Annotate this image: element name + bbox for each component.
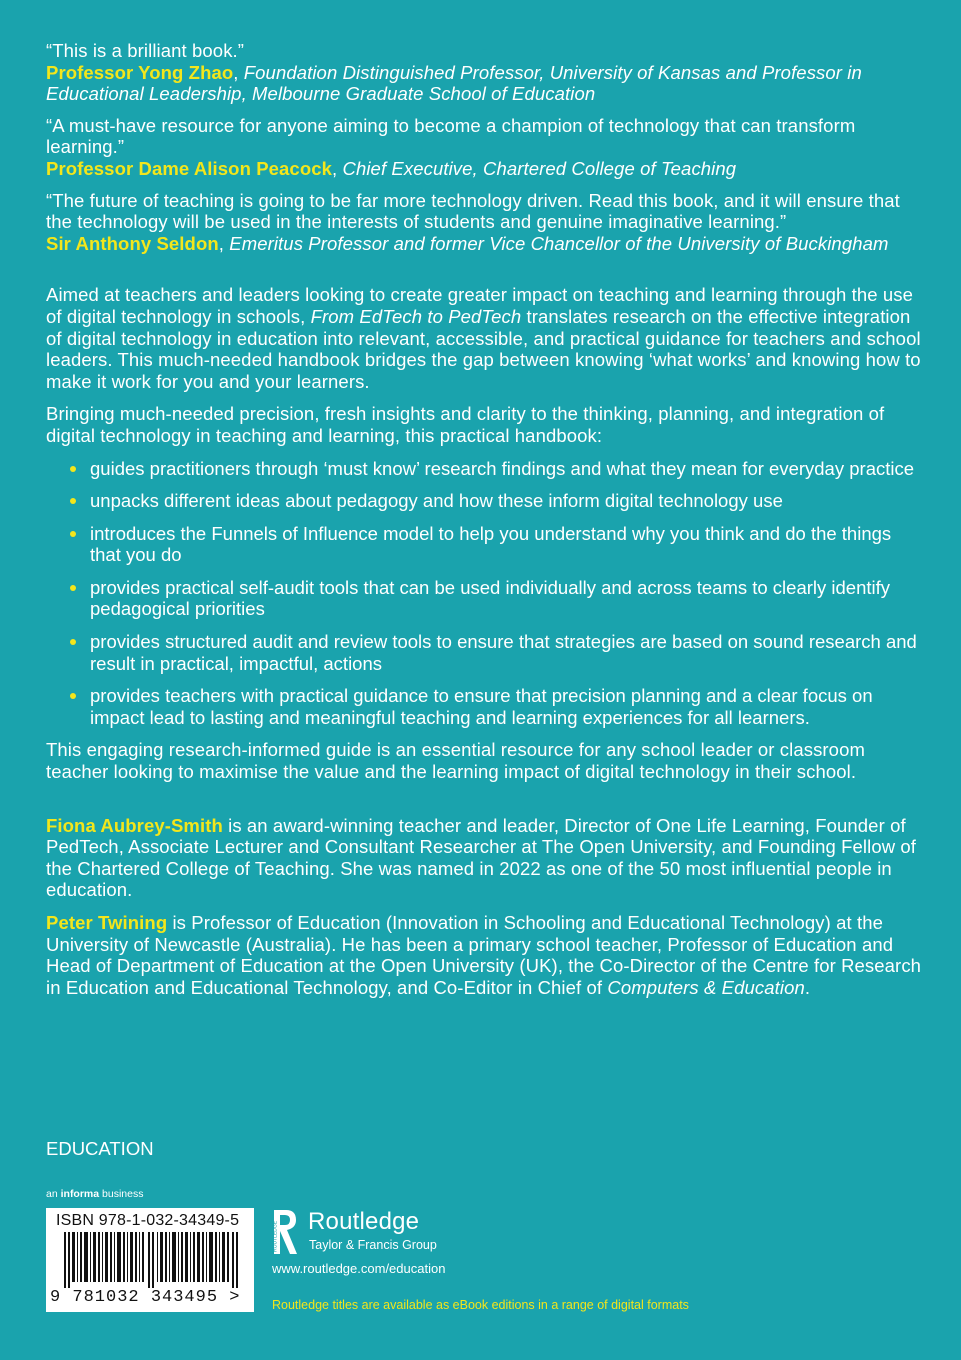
book-title: From EdTech to PedTech	[310, 305, 522, 327]
svg-text:ROUTLEDGE: ROUTLEDGE	[272, 1220, 279, 1252]
bullet-dot-icon	[70, 639, 76, 645]
quote-text: “The future of teaching is going to be far more technology driven. Read this book, and it will ensure that the technology will be used in the interests of students and genuine imaginative learning.”	[46, 189, 900, 233]
quote-text: “This is a brilliant book.”	[46, 40, 245, 61]
quote-author: Professor Yong Zhao	[46, 61, 234, 83]
endorsement-quote: “This is a brilliant book.” Professor Yong Zhao, Foundation Distinguished Professor, University of Kansas and Professor in Educational Leadership, Melbourne Graduate School of Education	[46, 40, 926, 105]
barcode-number: 9 781032 343495 >	[50, 1288, 241, 1307]
routledge-logo-icon	[272, 1208, 298, 1256]
back-cover-content	[46, 40, 926, 998]
endorsement-quote: “A must-have resource for anyone aiming to become a champion of technology that can transform learning.” Professor Dame Alison Peacock, Chief Executive, Chartered College of Teaching	[46, 115, 926, 180]
quote-author-role: Foundation Distinguished Professor, University of Kansas and Professor in Educational Leadership, Melbourne Graduate School of Education	[46, 61, 862, 105]
blurb-intro: Aimed at teachers and leaders looking to create greater impact on teaching and learning through the use of digital technology in schools, From EdTech to PedTech translates research on the effective integration of digital technology in education into relevant, accessible, and practical guidance for teachers and school leaders. This much-needed handbook bridges the gap between knowing ‘what works’ and knowing how to make it work for you and your learners.	[46, 284, 921, 392]
ebook-note: Routledge titles are available as eBook editions in a range of digital formats	[272, 1298, 689, 1312]
isbn-label: ISBN 978-1-032-34349-5	[56, 1212, 240, 1229]
journal-title: Computers & Education	[607, 976, 805, 998]
isbn-barcode	[46, 1208, 254, 1312]
endorsement-quote: “The future of teaching is going to be far more technology driven. Read this book, and it will ensure that the technology will be used in the interests of students and genuine imaginative learning.” Sir Anthony Seldon, Emeritus Professor and former Vice Chancellor of the University of Buckingham	[46, 190, 926, 255]
bullet-dot-icon	[70, 466, 76, 472]
subject-category: EDUCATION	[46, 1138, 154, 1159]
list-item: provides practical self-audit tools that can be used individually and across teams to clearly identify pedagogical priorities	[46, 577, 926, 620]
publisher-name: Routledge	[308, 1208, 420, 1235]
bullet-dot-icon	[70, 498, 76, 504]
quote-author-role: Chief Executive, Chartered College of Teaching	[342, 157, 737, 179]
author-bio: Fiona Aubrey-Smith is an award-winning teacher and leader, Director of One Life Learning, Founder of PedTech, Associate Lecturer and Consultant Researcher at The Open University, and Founding Fellow of the Chartered College of Teaching. She was named in 2022 as one of the 50 most influential people in education.	[46, 814, 917, 901]
list-item: provides structured audit and review tools to ensure that strategies are based on sound research and result in practical, impactful, actions	[46, 631, 926, 674]
bullet-dot-icon	[70, 693, 76, 699]
publisher-group: Taylor & Francis Group	[309, 1238, 437, 1252]
feature-list	[46, 458, 926, 729]
quote-text: “A must-have resource for anyone aiming to become a champion of technology that can transform learning.”	[46, 114, 856, 158]
barcode-icon	[64, 1232, 240, 1288]
list-item: introduces the Funnels of Influence model to help you understand why you think and do the things that you do	[46, 523, 926, 566]
blurb-lead: Bringing much-needed precision, fresh insights and clarity to the thinking, planning, and integration of digital technology in teaching and learning, this practical handbook:	[46, 403, 885, 446]
informa-tagline: an informa business	[46, 1188, 144, 1200]
author-name: Fiona Aubrey-Smith	[46, 814, 223, 836]
author-name: Peter Twining	[46, 912, 168, 933]
list-item: provides teachers with practical guidance to ensure that precision planning and a clear focus on impact lead to lasting and meaningful teaching and learning experiences for all learners.	[46, 685, 926, 728]
quote-author-role: Emeritus Professor and former Vice Chancellor of the University of Buckingham	[229, 232, 889, 254]
bullet-dot-icon	[70, 585, 76, 591]
publisher-url: www.routledge.com/education	[272, 1261, 446, 1276]
quote-author: Sir Anthony Seldon	[46, 232, 219, 254]
quote-author: Professor Dame Alison Peacock	[46, 157, 333, 179]
blurb-closing: This engaging research-informed guide is an essential resource for any school leader or classroom teacher looking to maximise the value and the learning impact of digital technology in their school.	[46, 739, 865, 783]
list-item: unpacks different ideas about pedagogy and how these inform digital technology use	[46, 490, 926, 512]
list-item: guides practitioners through ‘must know’ research findings and what they mean for everyday practice	[46, 458, 926, 480]
author-bio: Peter Twining is Professor of Education (Innovation in Schooling and Educational Technology) at the University of Newcastle (Australia). He has been a primary school teacher, Professor of Education and Head of Department of Education at the Open University (UK), the Co-Director of the Centre for Research in Education and Educational Technology, and Co-Editor in Chief of Computers & Education.	[46, 912, 922, 998]
bullet-dot-icon	[70, 531, 76, 537]
